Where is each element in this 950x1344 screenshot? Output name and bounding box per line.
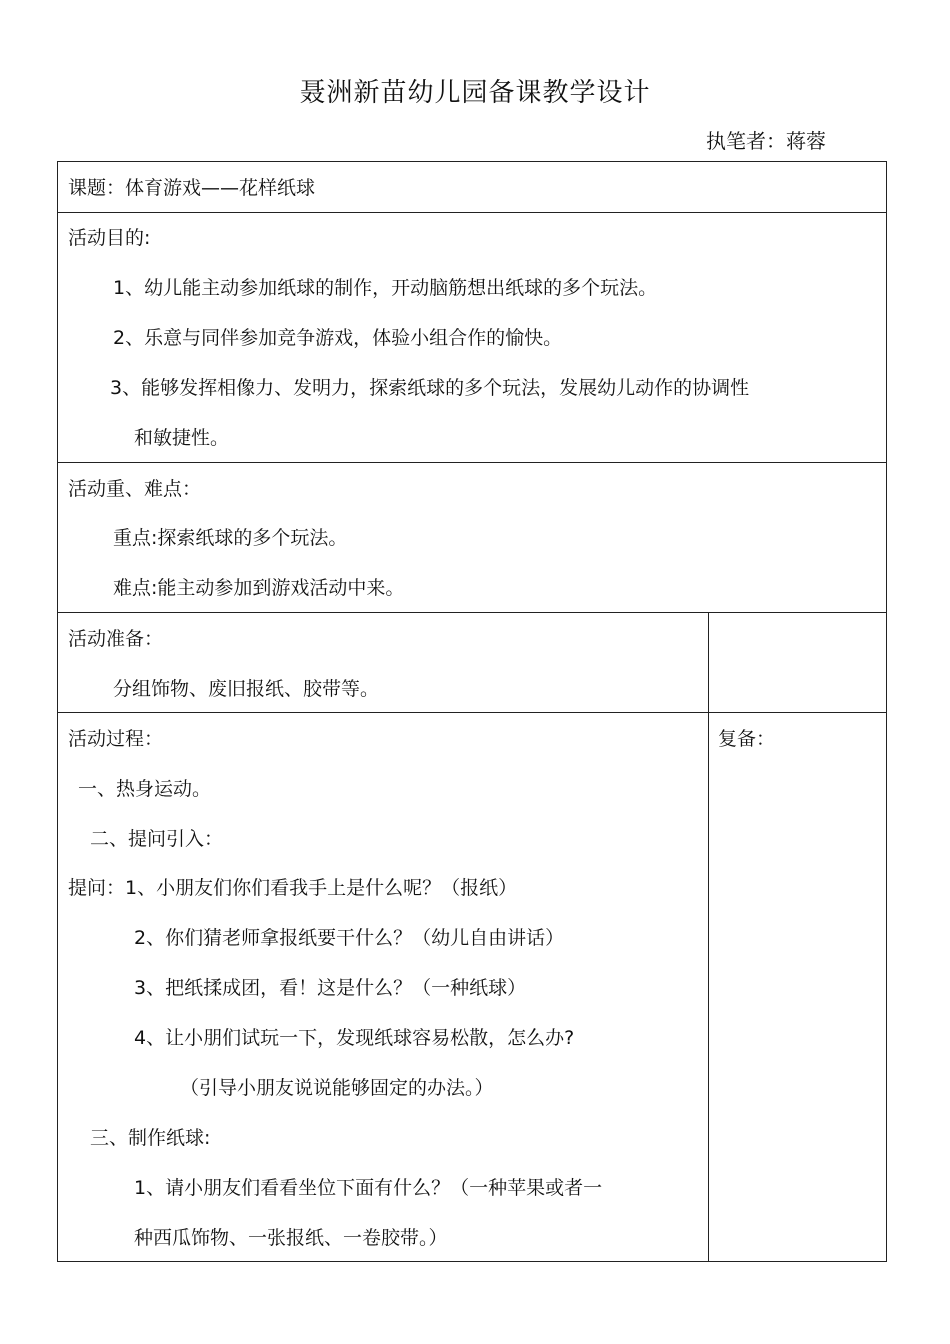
preparation-heading: 活动准备： [68,628,164,650]
goals-heading: 活动目的: [68,227,151,249]
key-points-heading: 活动重、难点： [68,478,202,500]
table-border-row4 [57,712,887,713]
goal-item-3-cont: 和敏捷性。 [134,427,230,449]
table-border-left [57,161,58,1261]
process-line-6: 4、让小朋们试玩一下，发现纸球容易松散，怎么办? [134,1027,575,1049]
process-line-4: 2、你们猜老师拿报纸要干什么？（幼儿自由讲话） [134,927,565,949]
goal-item-3: 3、能够发挥相像力、发明力，探索纸球的多个玩法，发展幼儿动作的协调性 [110,377,750,399]
table-border-row3 [57,612,887,613]
process-line-7: （引导小朋友说说能够固定的办法。） [180,1077,494,1099]
table-border-right [886,161,887,1261]
process-line-5: 3、把纸揉成团，看！这是什么？（一种纸球） [134,977,527,999]
table-column-divider [708,612,709,1261]
table-border-row1 [57,212,887,213]
table-border-bottom [57,1261,887,1262]
goal-item-1: 1、幼儿能主动参加纸球的制作，开动脑筋想出纸球的多个玩法。 [113,277,658,299]
process-line-8: 三、制作纸球: [90,1127,211,1149]
goal-item-2: 2、乐意与同伴参加竞争游戏，体验小组合作的愉快。 [113,327,563,349]
table-border-row2 [57,462,887,463]
process-heading: 活动过程： [68,728,164,750]
author-line: 执笔者：蒋蓉 [706,129,826,153]
key-point-focus: 重点:探索纸球的多个玩法。 [113,527,348,549]
table-border-top [57,161,887,162]
review-label: 复备： [718,728,776,750]
key-point-difficulty: 难点:能主动参加到游戏活动中来。 [113,577,405,599]
topic-text: 课题：体育游戏——花样纸球 [68,177,316,199]
process-line-1: 一、热身运动。 [78,778,212,800]
process-line-2: 二、提问引入： [90,828,224,850]
preparation-item: 分组饰物、废旧报纸、胶带等。 [113,678,380,700]
process-line-3: 提问：1、小朋友们你们看我手上是什么呢？（报纸） [68,877,518,899]
process-line-9: 1、请小朋友们看看坐位下面有什么？（一种苹果或者一 [134,1177,603,1199]
page-title: 聂洲新苗幼儿园备课教学设计 [299,78,651,108]
process-line-10: 种西瓜饰物、一张报纸、一卷胶带。） [134,1227,448,1249]
